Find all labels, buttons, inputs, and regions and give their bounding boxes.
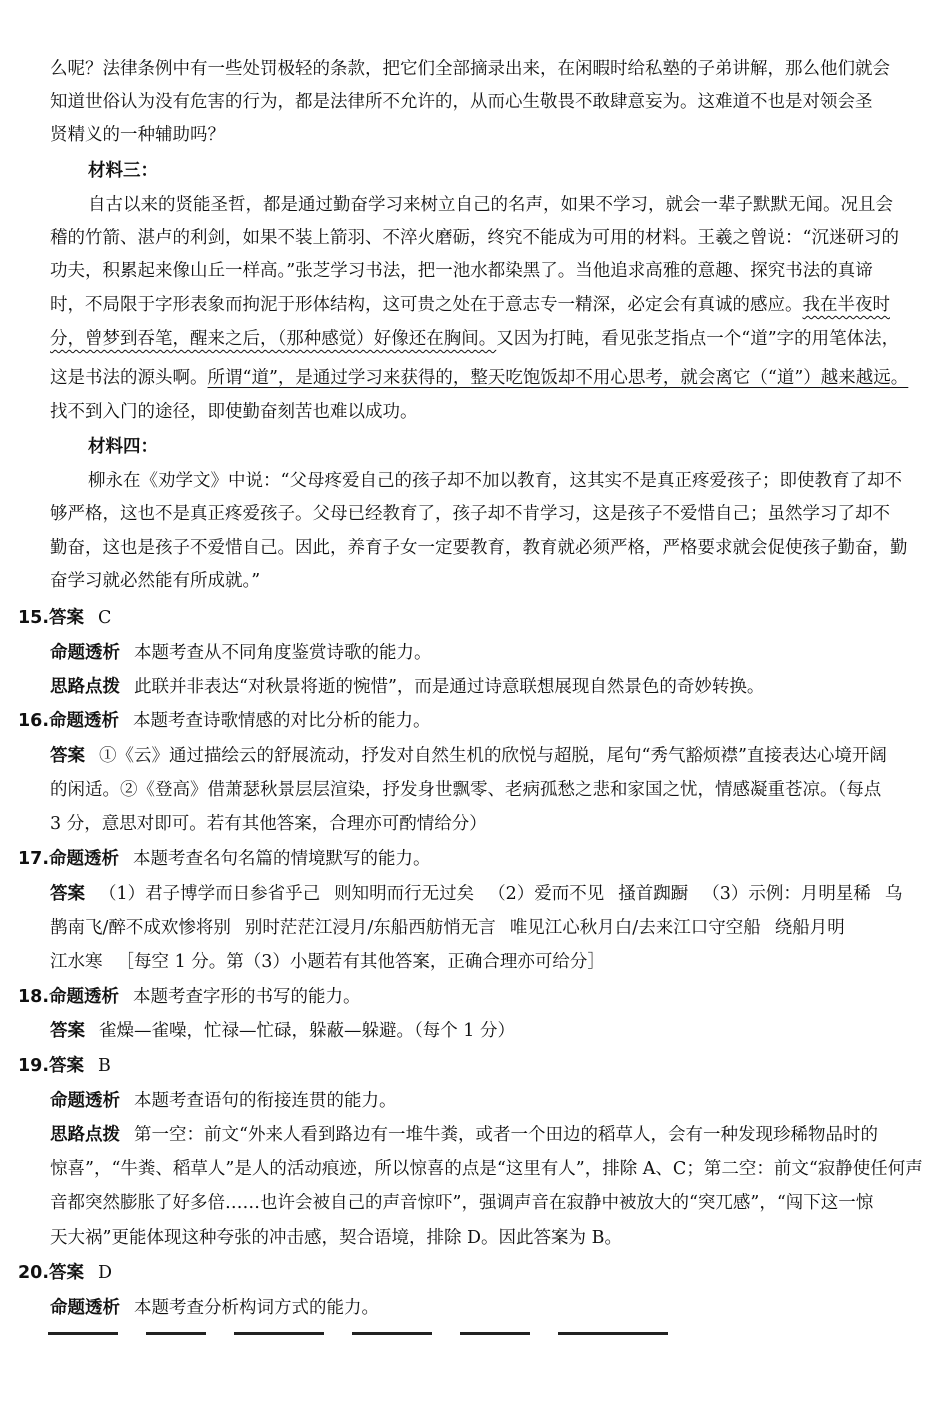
q19-answer-label: 答案 [49,1056,85,1076]
q20-analysis: 本题考查分析构词方式的能力。 [134,1298,379,1318]
q15-thinking-row [50,674,764,700]
q18-answer: 雀燥—雀噪，忙禄—忙碌，躲蔽—躲避。（每个 1 分） [99,1021,516,1041]
q18-answer-label: 答案 [50,1021,85,1041]
q20-answer-row [18,1260,112,1286]
q19-thinking-row [50,1122,878,1148]
material-three-line-7: 找不到入门的途径，即使勤奋刻苦也难以成功。 [50,402,418,422]
q17-example-4-end: 江水寒 [50,952,103,972]
material-four-line-3: 勤奋，这也是孩子不爱惜自己。因此，养育子女一定要教育，教育就必须严格，严格要求就会促使孩子勤奋，勤 [50,538,908,558]
material-two-line-3: 贤精义的一种辅助吗？ [50,125,225,145]
q17-example-2: 别时茫茫江浸月/东船西舫悄无言 [244,918,496,938]
q19-analysis: 本题考查语句的衔接连贯的能力。 [134,1091,397,1111]
q17-example-4: 绕船月明 [774,918,845,938]
q19-thinking-line-1: 第一空：前文“外来人看到路边有一堆牛粪，或者一个田边的稻草人，会有一种发现珍稀物品时的 [134,1125,878,1145]
q15-analysis-label: 命题透析 [50,643,120,663]
wavy-underlined-sentence-start: 我在半夜时 [802,295,890,315]
q17-blank-6-start: 乌 [884,884,903,904]
q17-answer-line-3 [50,949,605,975]
underlined-sentence: 所谓“道”，是通过学习来获得的，整天吃饱饭却不用心思考，就会离它（“道”）越来越远。 [207,368,909,388]
q16-analysis-label: 命题透析 [49,711,120,731]
q15-number: 15. [18,608,50,628]
material-three-line-6 [50,365,908,391]
q19-analysis-row [50,1088,397,1114]
q19-analysis-label: 命题透析 [50,1091,120,1111]
q19-thinking-line-2: 惊喜”，“牛粪、稻草人”是人的活动痕迹，所以惊喜的点是“这里有人”，排除 A、C；第二空：前文“寂静使任何声 [50,1159,923,1179]
q16-number: 16. [18,711,50,731]
q17-analysis: 本题考查名句名篇的情境默写的能力。 [133,849,431,869]
q16-answer-line-2: 的闲适。②《登高》借萧瑟秋景层层渲染，抒发身世飘零、老病孤愁之悲和家国之忧，情感凝重苍凉。（每点 [50,780,882,800]
q16-answer-line-1: ①《云》通过描绘云的舒展流动，抒发对自然生机的欣悦与超脱，尾句“秀气豁烦襟”直接表达心境开阔 [99,746,887,766]
q16-answer-line-3: 3 分，意思对即可。若有其他答案，合理亦可酌情给分） [50,814,487,834]
q19-thinking-label: 思路点拨 [50,1125,120,1145]
q15-thinking: 此联并非表达“对秋景将逝的惋惜”，而是通过诗意联想展现自然景色的奇妙转换。 [134,677,765,697]
material-four-line-2: 够严格，这也不是真正疼爱孩子。父母已经教育了，孩子却不肯学习，这是孩子不爱惜自己；虽然学习了却不 [50,504,890,524]
q18-analysis: 本题考查字形的书写的能力。 [133,987,361,1007]
cut-off-text-line [48,1332,768,1340]
material-three-line-2: 稽的竹箭、湛卢的利剑，如果不装上箭羽、不淬火磨砺，终究不能成为可用的材料。王羲之曾说：“沉迷研习的 [50,228,899,248]
q15-analysis-row [50,640,432,666]
q17-blank-3: （2）爱而不见 [488,884,605,904]
q15-answer: C [98,608,112,628]
q19-thinking-line-4: 天大祸”更能体现这种夸张的冲击感，契合语境，排除 D。因此答案为 B。 [50,1228,622,1248]
q20-answer: D [98,1263,113,1283]
q19-answer: B [98,1056,111,1076]
material-two-line-1: 么呢？法律条例中有一些处罚极轻的条款，把它们全部摘录出来，在闲暇时给私塾的子弟讲解，那么他们就会 [50,59,890,79]
q17-analysis-row [18,846,431,872]
q17-number: 17. [18,849,50,869]
material-four-line-1: 柳永在《劝学文》中说：“父母疼爱自己的孩子却不加以教育，这其实不是真正疼爱孩子；即使教育了却不 [88,471,902,491]
q16-answer-row [50,743,887,769]
q15-answer-row [18,605,111,631]
material-four-heading: 材料四： [88,437,158,457]
q18-analysis-row [18,984,361,1010]
q19-answer-row [18,1053,111,1079]
q17-scoring-note: ［每空 1 分。第（3）小题若有其他答案，正确合理亦可给分］ [116,952,605,972]
material-three-heading: 材料三： [88,161,158,181]
wavy-underlined-sentence-end: 分，曾梦到吞笔，醒来之后，（那种感觉）好像还在胸间。 [50,329,497,349]
q17-blank-2: 则知明而行无过矣 [334,884,475,904]
q18-analysis-label: 命题透析 [49,987,120,1007]
q18-answer-row [50,1018,515,1044]
q17-blank-1: （1）君子博学而日参省乎己 [99,884,321,904]
q17-analysis-label: 命题透析 [49,849,120,869]
q17-blank-4: 搔首踟蹰 [618,884,689,904]
material-three-line-1: 自古以来的贤能圣哲，都是通过勤奋学习来树立自己的名声，如果不学习，就会一辈子默默无闻。况且会 [88,195,893,215]
material-three-line-5-text: 又因为打盹，看见张芝指点一个“道”字的用笔体法， [496,329,900,349]
q20-analysis-label: 命题透析 [50,1298,120,1318]
material-four-line-4: 奋学习就必然能有所成就。” [50,571,261,591]
material-three-line-6-text: 这是书法的源头啊。 [50,368,208,388]
q16-analysis-row [18,708,431,734]
material-three-line-3: 功夫，积累起来像山丘一样高。”张芝学习书法，把一池水都染黑了。当他追求高雅的意趣、探究书法的真谛 [50,261,873,281]
q20-number: 20. [18,1263,50,1283]
q15-thinking-label: 思路点拨 [50,677,120,697]
material-three-line-5 [50,326,899,352]
material-three-line-4-text: 时，不局限于字形表象而拘泥于形体结构，这可贵之处在于意志专一精深，必定会有真诚的感应。 [50,295,803,315]
q16-analysis: 本题考查诗歌情感的对比分析的能力。 [133,711,431,731]
q20-answer-label: 答案 [49,1263,85,1283]
material-three-line-4 [50,292,890,318]
q19-number: 19. [18,1056,50,1076]
q17-answer-line-2 [50,915,845,941]
q18-number: 18. [18,987,50,1007]
q19-thinking-line-3: 音都突然膨胀了好多倍……也许会被自己的声音惊吓”，强调声音在寂静中被放大的“突兀感”，“闯下这一惊 [50,1193,874,1213]
q17-example-1: 鹊南飞/醉不成欢惨将别 [50,918,231,938]
material-two-line-2: 知道世俗认为没有危害的行为，都是法律所不允许的，从而心生敬畏不敢肆意妄为。这难道不也是对领会圣 [50,92,873,112]
q17-answer-row [50,881,902,907]
q15-answer-label: 答案 [49,608,85,628]
q16-answer-label: 答案 [50,746,85,766]
q15-analysis: 本题考查从不同角度鉴赏诗歌的能力。 [134,643,432,663]
q17-answer-label: 答案 [50,884,85,904]
q20-analysis-row [50,1295,379,1321]
q17-example-3: 唯见江心秋月白/去来江口守空船 [509,918,761,938]
q17-blank-5: （3）示例：月明星稀 [702,884,871,904]
